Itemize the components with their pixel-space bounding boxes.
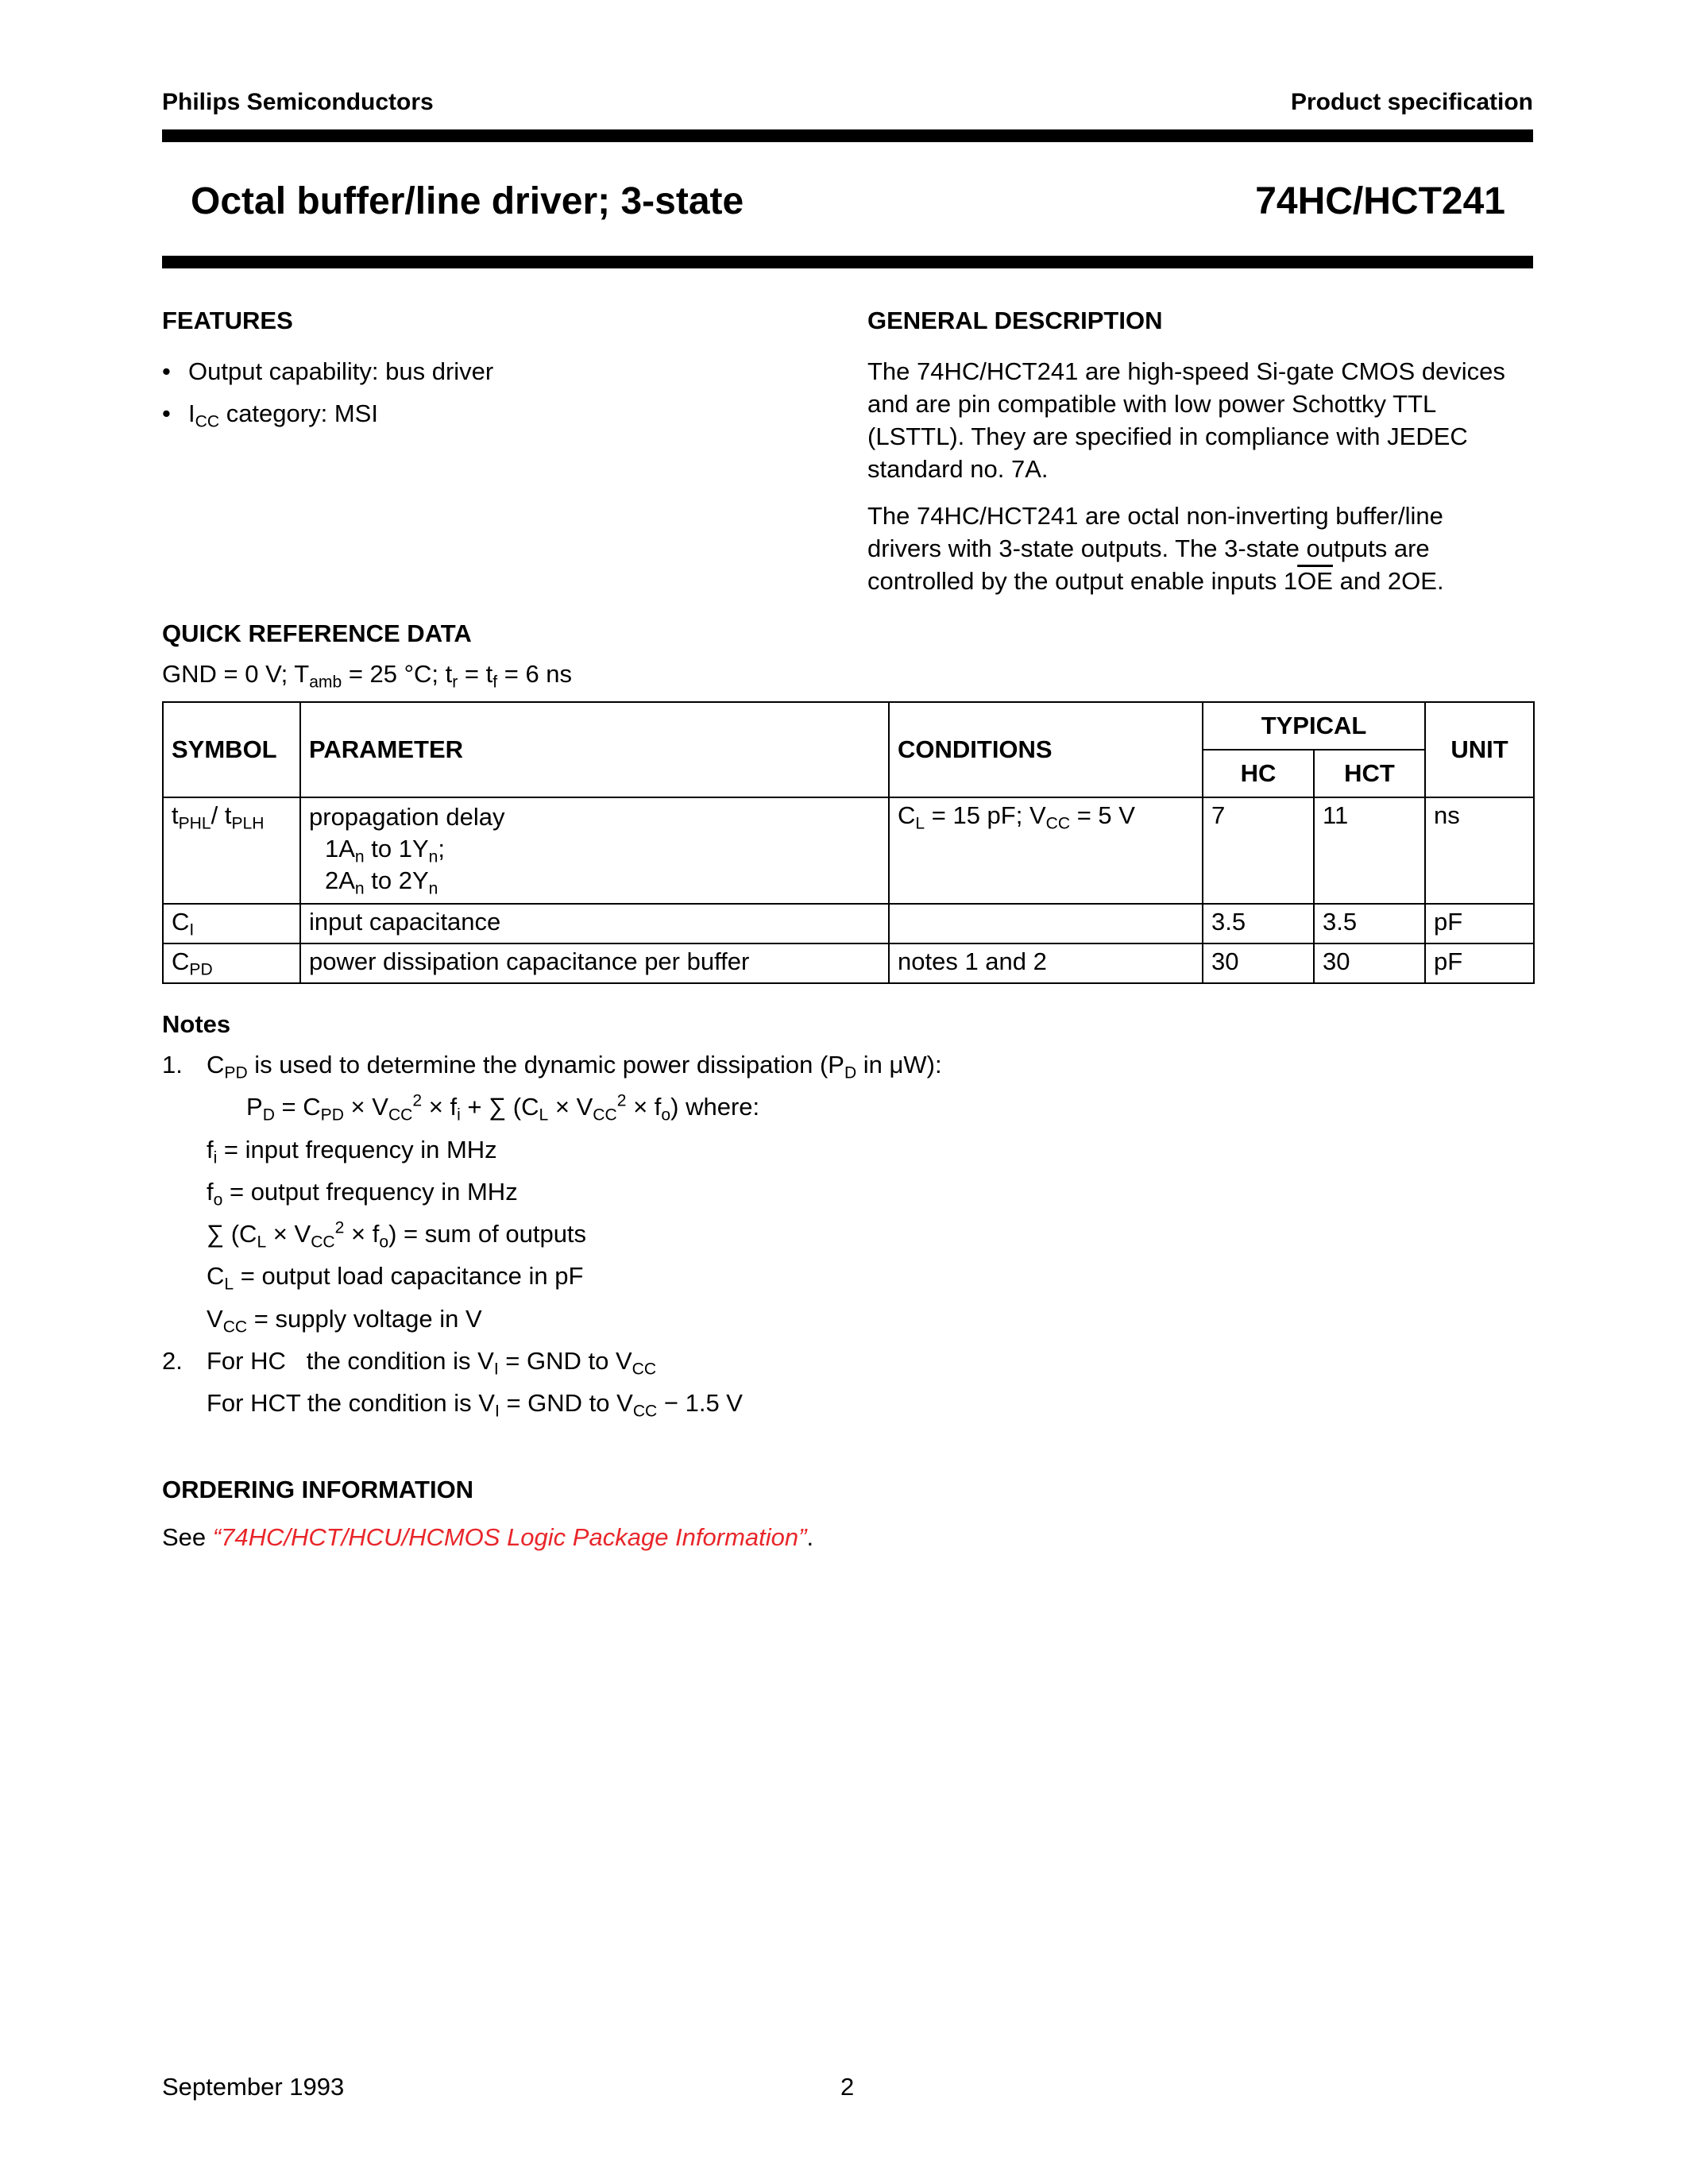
cell-hc: 3.5	[1203, 904, 1314, 943]
header-company: Philips Semiconductors	[162, 89, 434, 115]
cell-unit: pF	[1425, 904, 1534, 943]
col-header-hc: HC	[1203, 750, 1314, 797]
note-1-text: $C_{PD}$ is used to determine the dynamic power dissipation ($P_D$ in μW):	[207, 1051, 942, 1082]
notes-heading: Notes	[162, 1010, 231, 1038]
cell-symbol: $C_{PD}$	[163, 943, 300, 983]
cell-unit: ns	[1425, 797, 1534, 904]
features-list	[162, 355, 493, 439]
note-2-number: 2.	[162, 1347, 183, 1375]
cell-hc: 7	[1203, 797, 1314, 904]
cell-conditions: notes 1 and 2	[889, 943, 1203, 983]
note-2-hc: For HC the condition is $V_I$ = GND to $V_{CC}$	[207, 1347, 657, 1379]
note-1-vcc: $V_{CC}$ = supply voltage in V	[207, 1305, 482, 1337]
cell-parameter: propagation delay $1A_n$ to $1Y_n$; $2A_n$ to $2Y_n$	[300, 797, 889, 904]
part-number: 74HC/HCT241	[1255, 180, 1505, 222]
footer-date: September 1993	[162, 2073, 345, 2101]
cell-symbol: $t_{PHL}/$ $t_{PLH}$	[163, 797, 300, 904]
cell-hc: 30	[1203, 943, 1314, 983]
header-rule-top	[162, 129, 1533, 142]
col-header-hct: HCT	[1314, 750, 1425, 797]
cell-unit: pF	[1425, 943, 1534, 983]
oe-overline: $\overline{OE}$	[1297, 567, 1333, 595]
cell-symbol: $C_I$	[163, 904, 300, 943]
quick-reference-heading: QUICK REFERENCE DATA	[162, 619, 472, 647]
note-1-fi: $f_i$ = input frequency in MHz	[207, 1136, 497, 1167]
feature-item: • Output capability: bus driver	[162, 355, 493, 388]
package-info-link[interactable]: “74HC/HCT/HCU/HCMOS Logic Package Information”	[212, 1523, 807, 1551]
header-doc-type: Product specification	[1290, 89, 1533, 115]
cell-hct: 30	[1314, 943, 1425, 983]
table-row	[163, 904, 1534, 943]
quick-reference-table	[162, 701, 1535, 984]
bullet-icon: •	[162, 399, 171, 427]
ordering-heading: ORDERING INFORMATION	[162, 1476, 474, 1503]
note-2-hct: For HCT the condition is $V_I$ = GND to $V_{CC} - 1.5$ V	[207, 1389, 743, 1421]
note-1-number: 1.	[162, 1051, 183, 1078]
note-1-sum: ∑ $(C_L \times V_{CC}^2 \times f_o)$ = sum of outputs	[207, 1218, 587, 1252]
cell-parameter: input capacitance	[300, 904, 889, 943]
cell-parameter: power dissipation capacitance per buffer	[300, 943, 889, 983]
col-header-parameter: PARAMETER	[300, 702, 889, 797]
bullet-icon: •	[162, 357, 171, 385]
header-rule-bottom	[162, 256, 1533, 268]
page-title: Octal buffer/line driver; 3-state	[191, 180, 744, 222]
quick-reference-conditions: GND = 0 V; $T_{amb} = 25$ °C; $t_r = t_f = 6$ ns	[162, 660, 573, 692]
cell-conditions: $C_L = 15$ pF; $V_{CC} = 5$ V	[889, 797, 1203, 904]
table-row	[163, 943, 1534, 983]
col-header-typical: TYPICAL	[1203, 702, 1425, 750]
cell-hct: 11	[1314, 797, 1425, 904]
general-description-paragraph-1: The 74HC/HCT241 are high-speed Si-gate CMOS devices and are pin compatible with low power Schottky TTL (LSTTL). They are specified in compliance with JEDEC standard no. 7A.	[867, 357, 1505, 483]
cell-hct: 3.5	[1314, 904, 1425, 943]
note-1-formula: $P_D = C_{PD} \times V_{CC}^2 \times f_i$ + ∑ $(C_L \times V_{CC}^2 \times f_o)$ where:	[246, 1091, 760, 1125]
footer-page-number: 2	[840, 2073, 855, 2101]
col-header-symbol: SYMBOL	[163, 702, 300, 797]
cell-conditions	[889, 904, 1203, 943]
col-header-unit: UNIT	[1425, 702, 1534, 797]
general-description-heading: GENERAL DESCRIPTION	[867, 307, 1163, 334]
note-1-fo: $f_o$ = output frequency in MHz	[207, 1178, 518, 1210]
note-1-cl: $C_L$ = output load capacitance in pF	[207, 1262, 584, 1294]
col-header-conditions: CONDITIONS	[889, 702, 1203, 797]
table-row	[163, 797, 1534, 904]
feature-item: • $I_{CC}$ category: MSI	[162, 397, 493, 430]
general-description-paragraph-2: The 74HC/HCT241 are octal non-inverting buffer/line drivers with 3-state outputs. The 3-state outputs are controlled by the output enable inputs $1\overline{OE}$ and 2OE.	[867, 502, 1444, 595]
ordering-text: See “74HC/HCT/HCU/HCMOS Logic Package Information”.	[162, 1523, 814, 1551]
features-heading: FEATURES	[162, 307, 293, 334]
